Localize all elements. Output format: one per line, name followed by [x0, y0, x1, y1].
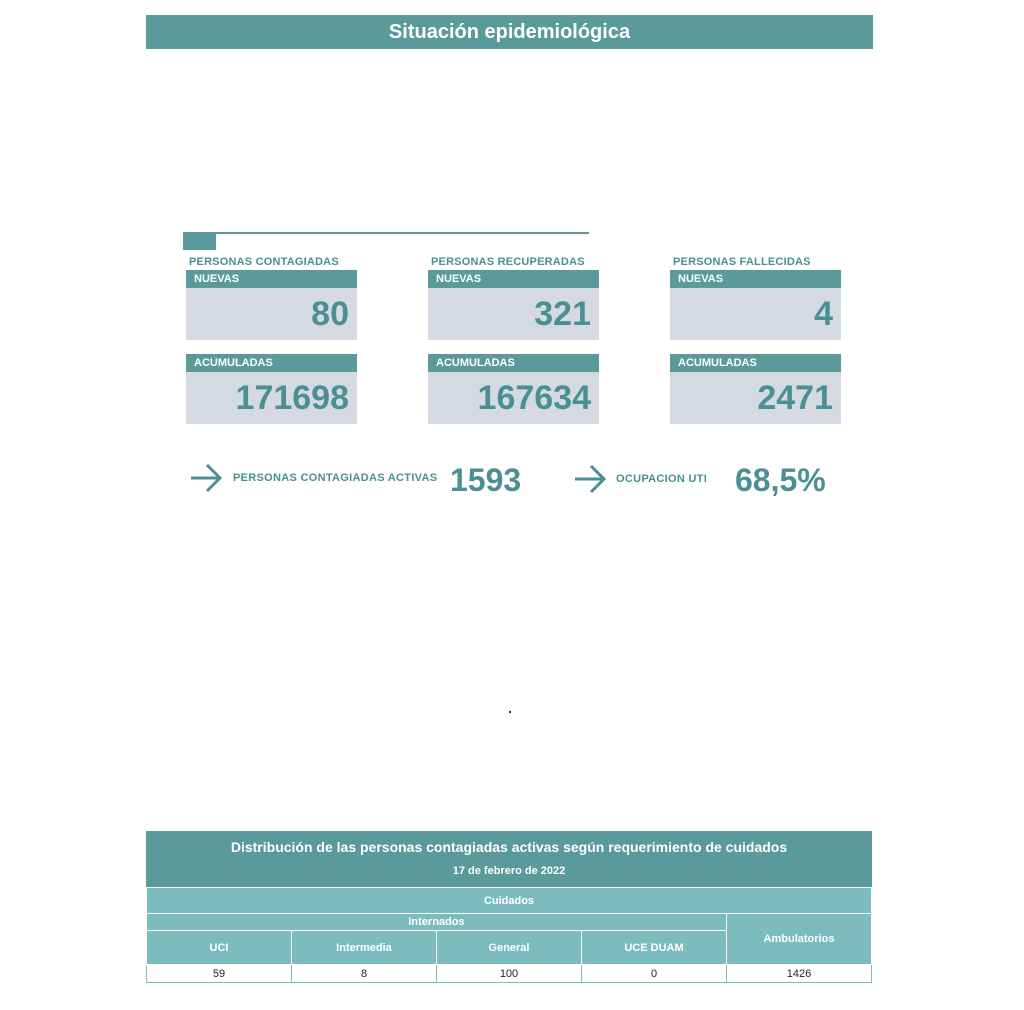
arrow-right-icon	[189, 462, 223, 494]
fallecidas-nuevas-value: 4	[814, 295, 833, 333]
ambulatorios-header: Ambulatorios	[727, 914, 872, 965]
fallecidas-label: PERSONAS FALLECIDAS	[673, 256, 811, 268]
recuperadas-nuevas-box	[428, 270, 599, 340]
care-distribution-table	[146, 831, 872, 983]
recuperadas-label: PERSONAS RECUPERADAS	[431, 256, 585, 268]
table-date: 17 de febrero de 2022	[452, 865, 566, 877]
page-title: Situación epidemiológica	[146, 15, 873, 49]
table-header	[146, 831, 872, 887]
stray-dot	[509, 711, 511, 713]
value-intermedia: 8	[292, 965, 437, 983]
table-title: Distribución de las personas contagiadas activas según requerimiento de cuidados	[230, 839, 788, 855]
internados-header: Internados	[147, 914, 727, 931]
cuidados-header: Cuidados	[147, 888, 872, 914]
value-uci: 59	[147, 965, 292, 983]
nuevas-caption: NUEVAS	[428, 270, 599, 288]
col-uce-duam: UCE DUAM	[582, 931, 727, 965]
activas-value: 1593	[450, 462, 522, 498]
decorative-line	[183, 232, 589, 234]
col-general: General	[437, 931, 582, 965]
data-table	[146, 887, 872, 983]
value-uce-duam: 0	[582, 965, 727, 983]
uti-label: OCUPACION UTI	[616, 473, 708, 485]
contagiadas-nuevas-value: 80	[311, 295, 349, 333]
decorative-block	[183, 232, 216, 250]
acumuladas-caption: ACUMULADAS	[186, 354, 357, 372]
col-intermedia: Intermedia	[292, 931, 437, 965]
fallecidas-acumuladas-value: 2471	[757, 379, 833, 417]
recuperadas-nuevas-value: 321	[534, 295, 591, 333]
nuevas-caption: NUEVAS	[186, 270, 357, 288]
col-uci: UCI	[147, 931, 292, 965]
value-general: 100	[437, 965, 582, 983]
uti-value: 68,5%	[735, 462, 826, 498]
contagiadas-acumuladas-value: 171698	[235, 379, 349, 417]
activas-label: PERSONAS CONTAGIADAS ACTIVAS	[233, 472, 438, 484]
acumuladas-caption: ACUMULADAS	[670, 354, 841, 372]
arrow-right-icon	[573, 463, 607, 495]
contagiadas-label: PERSONAS CONTAGIADAS	[189, 256, 339, 268]
value-ambulatorios: 1426	[727, 965, 872, 983]
acumuladas-caption: ACUMULADAS	[428, 354, 599, 372]
recuperadas-acumuladas-value: 167634	[477, 379, 591, 417]
contagiadas-acumuladas-box	[186, 354, 357, 424]
fallecidas-nuevas-box	[670, 270, 841, 340]
recuperadas-acumuladas-box	[428, 354, 599, 424]
nuevas-caption: NUEVAS	[670, 270, 841, 288]
table-row	[147, 965, 872, 983]
contagiadas-nuevas-box	[186, 270, 357, 340]
fallecidas-acumuladas-box	[670, 354, 841, 424]
